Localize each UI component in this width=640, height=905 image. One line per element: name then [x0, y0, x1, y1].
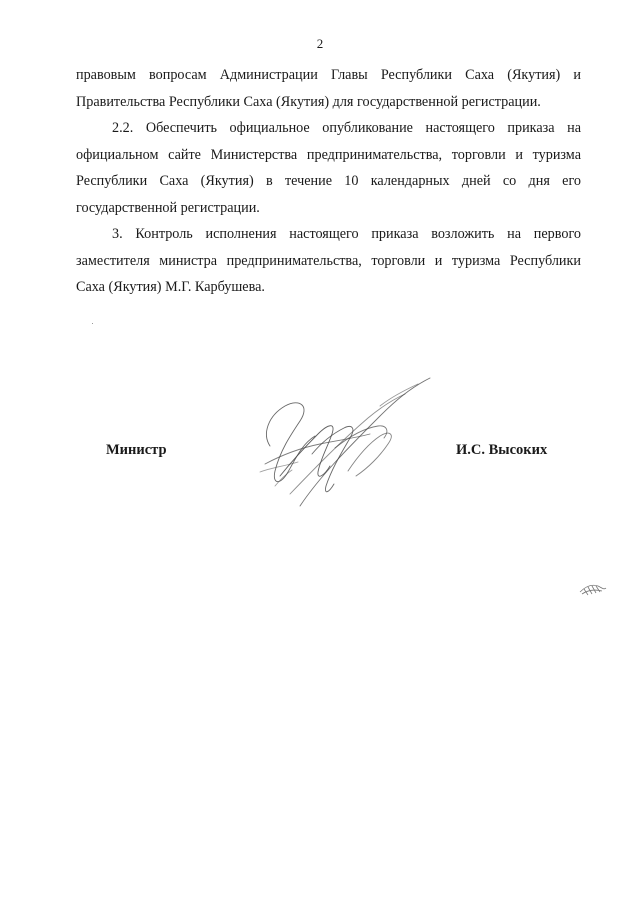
text-line: правовым вопросам Администрации Главы Республики Саха (Якутия) и — [76, 67, 581, 83]
page-number: 2 — [316, 36, 324, 51]
text-line: 3. Контроль исполнения настоящего приказа возложить на первого — [112, 226, 581, 242]
signer-title: Министр — [106, 442, 167, 458]
text-line: официальном сайте Министерства предпринимательства, торговли и туризма — [76, 146, 581, 163]
text-line: Республики Саха (Якутия) в течение 10 календарных дней со дня его — [76, 173, 581, 189]
handwritten-signature — [240, 376, 440, 526]
scribble-mark — [578, 580, 608, 600]
text-line: заместителя министра предпринимательства, торговли и туризма Республики — [76, 252, 581, 269]
text-line: государственной регистрации. — [76, 199, 260, 216]
paragraph-control — [76, 221, 581, 301]
text-line: Саха (Якутия) М.Г. Карбушева. — [76, 279, 265, 295]
scan-speck — [92, 323, 93, 324]
paragraph-publication — [76, 115, 581, 221]
paragraph-registration — [76, 62, 581, 115]
text-line: Правительства Республики Саха (Якутия) для государственной регистрации. — [76, 93, 541, 110]
signature-block — [0, 436, 640, 526]
text-line: 2.2. Обеспечить официальное опубликование настоящего приказа на — [112, 120, 581, 136]
signer-name: И.С. Высоких — [456, 442, 548, 458]
